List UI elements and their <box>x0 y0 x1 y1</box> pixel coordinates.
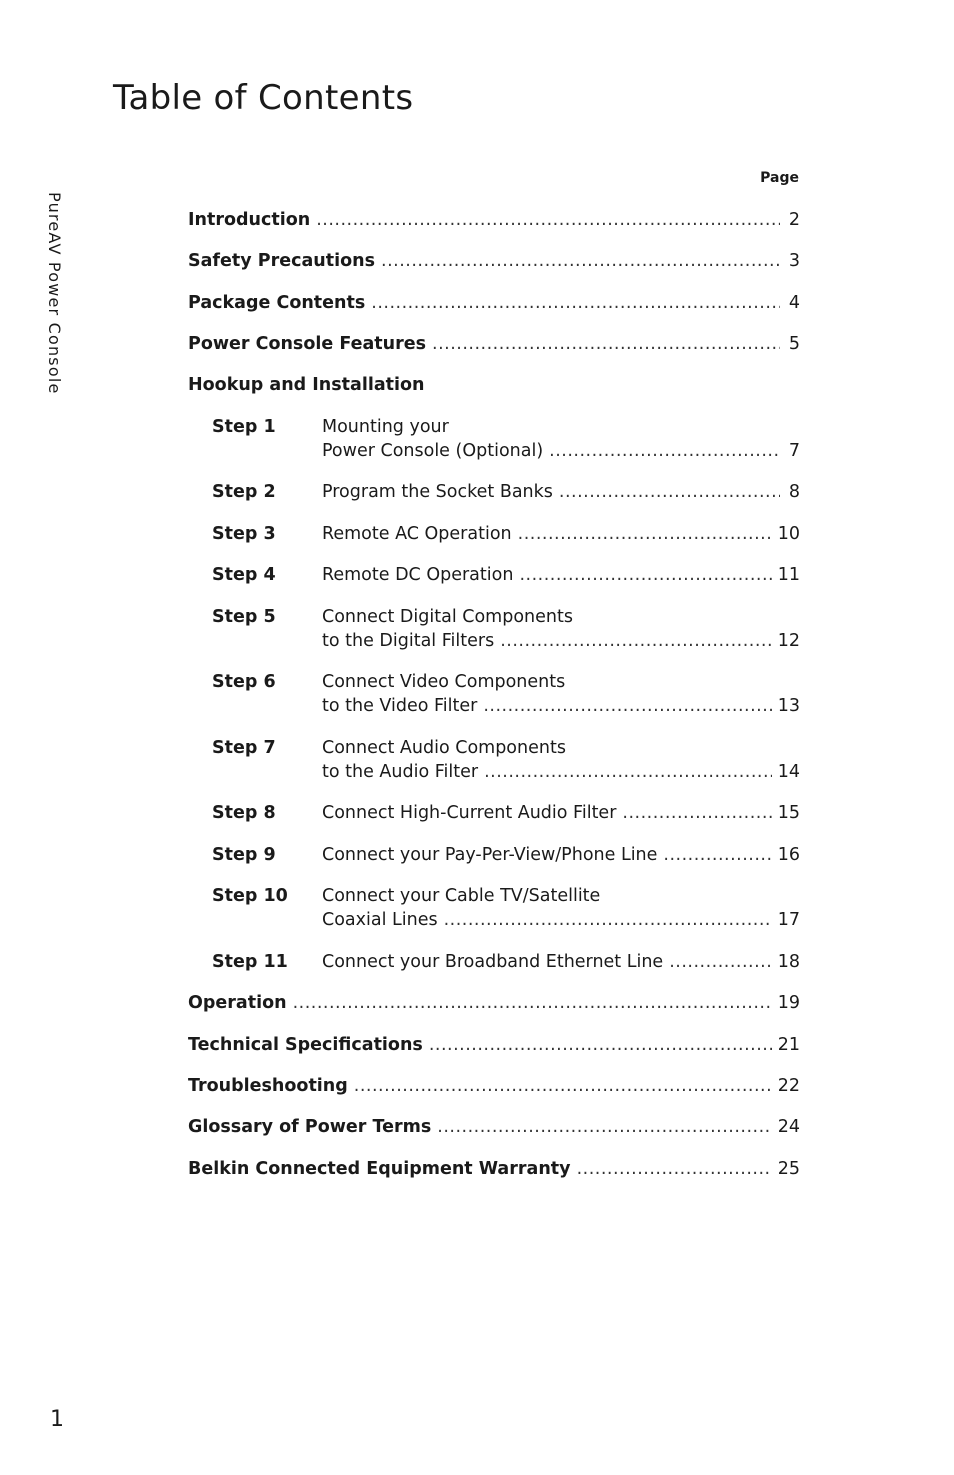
dot-leader <box>437 1115 771 1139</box>
step-number: Step 5 <box>212 607 276 627</box>
step-title: Remote DC Operation <box>322 565 514 585</box>
toc-entry-package-contents[interactable] <box>188 291 800 315</box>
step-title-line2: to the Digital Filters <box>322 631 495 651</box>
toc-entry-label: Introduction <box>188 210 311 230</box>
dot-leader <box>354 1074 772 1098</box>
step-title: Connect your Pay-Per-View/Phone Line <box>322 845 658 865</box>
dot-leader <box>381 249 780 273</box>
dot-leader <box>622 801 771 825</box>
dot-leader <box>484 760 772 784</box>
dot-leader <box>432 332 780 356</box>
step-number: Step 4 <box>212 565 276 585</box>
toc-entry-page: 19 <box>777 993 800 1013</box>
step-title-line2: to the Video Filter <box>322 696 478 716</box>
dot-leader <box>577 1157 772 1181</box>
dot-leader <box>500 629 772 653</box>
step-number: Step 10 <box>212 886 288 906</box>
toc-entry-power-console-features[interactable] <box>188 332 800 356</box>
step-number: Step 2 <box>212 482 276 502</box>
toc-entry-page: 15 <box>777 803 800 823</box>
step-title-line1: Mounting your <box>322 417 449 437</box>
step-number: Step 7 <box>212 738 276 758</box>
toc-entry-label: Operation <box>188 993 287 1013</box>
toc-entry-label: Safety Precautions <box>188 251 375 271</box>
step-title-line1: Connect Digital Components <box>322 607 573 627</box>
toc-entry-hookup-and-installation[interactable] <box>188 373 800 397</box>
toc-entry-page: 7 <box>788 441 800 461</box>
step-number: Step 3 <box>212 524 276 544</box>
step-title: Connect your Broadband Ethernet Line <box>322 952 664 972</box>
toc-entry-page: 13 <box>777 696 800 716</box>
toc-entry-operation[interactable] <box>188 991 800 1015</box>
toc-entry-page: 2 <box>788 210 800 230</box>
dot-leader <box>663 843 771 867</box>
dot-leader <box>483 694 771 718</box>
toc-entry-label: Power Console Features <box>188 334 426 354</box>
toc-entry-glossary-of-power-terms[interactable] <box>188 1115 800 1139</box>
toc-entry-label: Package Contents <box>188 293 366 313</box>
step-title-line2: Power Console (Optional) <box>322 441 544 461</box>
step-title-line1: Connect your Cable TV/Satellite <box>322 886 601 906</box>
toc-entry-page: 5 <box>788 334 800 354</box>
toc-entry-page: 18 <box>777 952 800 972</box>
dot-leader <box>429 1033 772 1057</box>
toc-entry-label: Troubleshooting <box>188 1076 348 1096</box>
side-running-header: PureAV Power Console <box>45 192 64 395</box>
dot-leader <box>519 563 771 587</box>
toc-section-heading: Hookup and Installation <box>188 375 425 395</box>
toc-entry-technical-specifications[interactable] <box>188 1033 800 1057</box>
toc-entry-page: 22 <box>777 1076 800 1096</box>
dot-leader <box>293 991 772 1015</box>
page-title: Table of Contents <box>113 78 414 118</box>
step-title: Program the Socket Banks <box>322 482 553 502</box>
dot-leader <box>444 908 772 932</box>
dot-leader <box>559 480 780 504</box>
toc-entry-page: 17 <box>777 910 800 930</box>
toc-entry-safety-precautions[interactable] <box>188 249 800 273</box>
step-number: Step 1 <box>212 417 276 437</box>
dot-leader <box>669 950 772 974</box>
toc-entry-page: 25 <box>777 1159 800 1179</box>
toc-entry-page: 10 <box>777 524 800 544</box>
dot-leader <box>518 522 772 546</box>
step-number: Step 6 <box>212 672 276 692</box>
toc-entry-page: 3 <box>788 251 800 271</box>
toc-entry-label: Belkin Connected Equipment Warranty <box>188 1159 571 1179</box>
page-number: 1 <box>50 1407 64 1432</box>
toc-entry-page: 12 <box>777 631 800 651</box>
toc-entry-page: 21 <box>777 1035 800 1055</box>
step-title-line2: Coaxial Lines <box>322 910 438 930</box>
step-title-line1: Connect Audio Components <box>322 738 566 758</box>
toc-entry-page: 14 <box>777 762 800 782</box>
step-number: Step 11 <box>212 952 288 972</box>
toc-entry-introduction[interactable] <box>188 208 800 232</box>
step-number: Step 9 <box>212 845 276 865</box>
page-column-heading: Page <box>760 170 799 186</box>
toc-entry-label: Technical Specifications <box>188 1035 423 1055</box>
toc-entry-page: 24 <box>777 1117 800 1137</box>
dot-leader <box>316 208 780 232</box>
toc-entry-page: 4 <box>788 293 800 313</box>
step-title-line2: to the Audio Filter <box>322 762 479 782</box>
step-title: Connect High-Current Audio Filter <box>322 803 617 823</box>
step-title: Remote AC Operation <box>322 524 512 544</box>
toc-entry-warranty[interactable] <box>188 1157 800 1181</box>
toc-entry-page: 11 <box>777 565 800 585</box>
step-title-line1: Connect Video Components <box>322 672 566 692</box>
step-number: Step 8 <box>212 803 276 823</box>
toc-entry-troubleshooting[interactable] <box>188 1074 800 1098</box>
dot-leader <box>371 291 780 315</box>
dot-leader <box>549 439 780 463</box>
toc-entry-page: 8 <box>788 482 800 502</box>
toc-entry-label: Glossary of Power Terms <box>188 1117 432 1137</box>
toc-entry-page: 16 <box>777 845 800 865</box>
